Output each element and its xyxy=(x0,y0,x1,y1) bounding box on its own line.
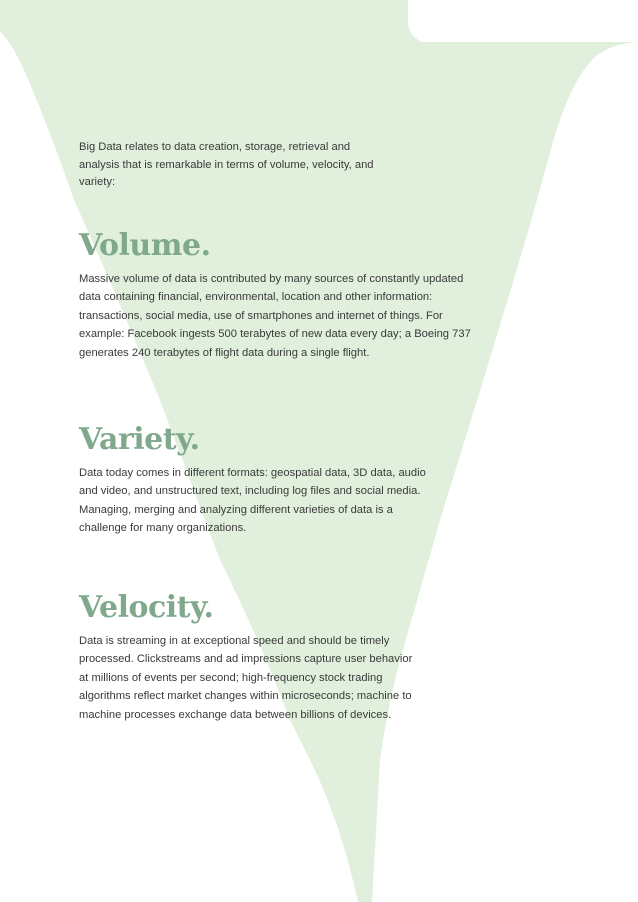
section-velocity xyxy=(79,590,479,724)
volume-body: Massive volume of data is contributed by many sources of constantly updated data containing financial, environmental, location and other information: transactions, social media, use of smartphones and internet of things. For example: Facebook ingests 500 terabytes of new data every day; a Boeing 737 generates 240 terabytes of flight data during a single flight. xyxy=(79,273,471,359)
section-volume xyxy=(79,228,479,362)
variety-body: Data today comes in different formats: geospatial data, 3D data, audio and video, and unstructured text, including log files and social media. Managing, merging and analyzing different varieties of data is a challenge for many organizations. xyxy=(79,467,426,535)
volume-heading: Volume. xyxy=(79,228,211,263)
intro-paragraph: Big Data relates to data creation, storage, retrieval and analysis that is remarkable in terms of volume, velocity, and variety: xyxy=(79,141,374,188)
velocity-heading: Velocity. xyxy=(79,590,214,625)
section-variety xyxy=(79,422,479,538)
variety-heading: Variety. xyxy=(79,422,200,457)
velocity-body: Data is streaming in at exceptional speed and should be timely processed. Clickstreams and ad impressions capture user behavior at millions of events per second; high-frequency stock trading algorithms reflect market changes within microseconds; machine to machine processes exchange data between billions of devices. xyxy=(79,635,413,721)
